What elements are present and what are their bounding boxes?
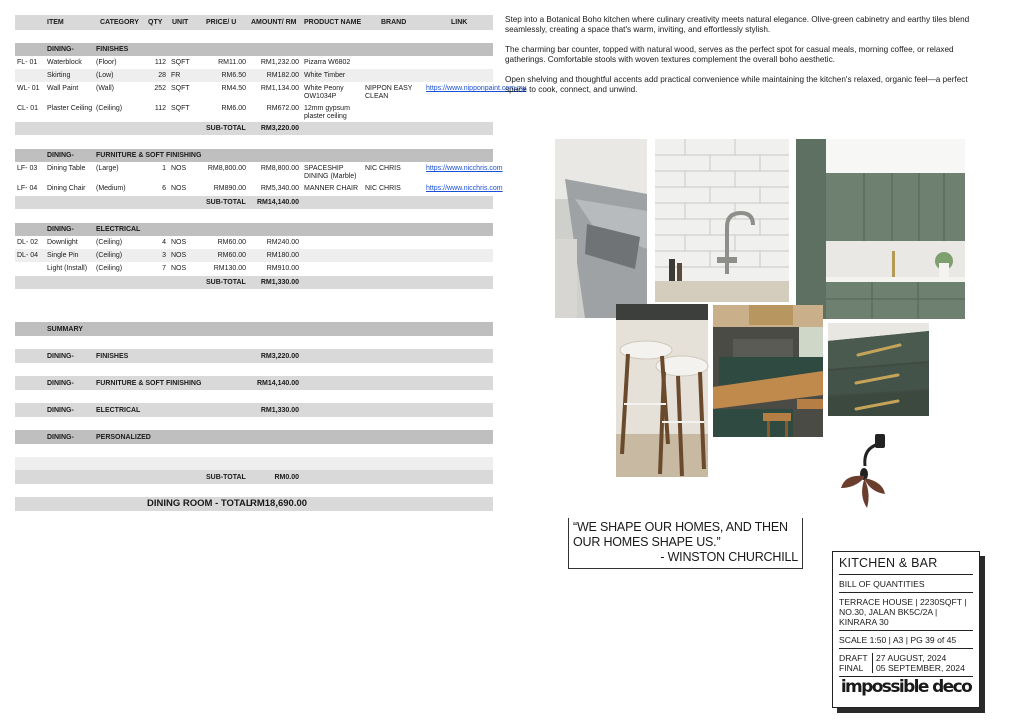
summary-line (15, 403, 493, 417)
row-code: DL- 02 (17, 239, 39, 246)
summary-value: RM1,330.00 (260, 407, 299, 414)
quote-line-2: OUR HOMES SHAPE US.” (573, 535, 721, 549)
grand-total-value: RM18,690.00 (250, 498, 308, 509)
summary-label: DINING- (47, 434, 74, 441)
row-category: (Ceiling) (96, 265, 123, 272)
row-product: White Peony (304, 85, 344, 92)
row-unit: SQFT (171, 105, 190, 112)
final-date: 05 SEPTEMBER, 2024 (876, 663, 965, 673)
table-row (15, 56, 493, 69)
summary-line (15, 349, 493, 363)
row-unit: NOS (171, 239, 187, 246)
row-brand: NIC CHRIS (365, 165, 401, 172)
subtotal-row (15, 276, 493, 289)
row-amount: RM1,134.00 (260, 85, 299, 92)
row-item: Downlight (47, 239, 78, 246)
row-item: Skirting (47, 72, 71, 79)
row-product: White Timber (304, 72, 346, 79)
wall-fan-photo (837, 430, 889, 510)
summary-title: SUMMARY (47, 326, 83, 333)
row-code: LF- 04 (17, 185, 38, 192)
row-item: Waterblock (47, 59, 82, 66)
row-amount: RM8,800.00 (260, 165, 299, 172)
row-category: (Low) (96, 72, 114, 79)
row-price: RM4.50 (221, 85, 246, 92)
title-block (832, 551, 980, 708)
header-brand: BRAND (381, 19, 407, 26)
section-label: DINING- (47, 46, 74, 53)
header-amount: AMOUNT/ RM (251, 19, 297, 26)
green-drawers-brass-handles-photo (828, 323, 929, 416)
row-amount: RM1,232.00 (260, 59, 299, 66)
row-product-line2: plaster ceiling (304, 113, 347, 120)
project-info (839, 593, 973, 631)
row-amount: RM180.00 (266, 252, 299, 259)
row-category: (Ceiling) (96, 105, 123, 112)
draft-date: 27 AUGUST, 2024 (876, 653, 947, 663)
header-link: LINK (451, 19, 468, 26)
summary-name: FURNITURE & SOFT FINISHING (96, 380, 202, 387)
row-price: RM890.00 (213, 185, 246, 192)
steel-sink-photo (555, 139, 647, 318)
section-label: DINING- (47, 152, 74, 159)
table-row (15, 69, 493, 82)
summary-label: DINING- (47, 353, 74, 360)
summary-label: DINING- (47, 380, 74, 387)
row-link[interactable]: https://www.nicchris.com (426, 165, 503, 172)
row-category: (Medium) (96, 185, 126, 192)
table-row (15, 236, 493, 249)
date-labels (839, 653, 873, 673)
header-item: ITEM (47, 19, 64, 26)
table-row (15, 262, 493, 276)
date-values (873, 653, 965, 673)
header-unit: UNIT (172, 19, 189, 26)
table-row (15, 102, 493, 122)
row-amount: RM910.00 (266, 265, 299, 272)
row-category: (Floor) (96, 59, 117, 66)
description-paragraph: The charming bar counter, topped with natural wood, serves as the perfect spot for casual meals, morning coffee, or relaxed gatherings. Comfortable stools with woven textures complement the overall boho aesthetic. (505, 45, 954, 64)
subtotal-value: RM0.00 (274, 474, 299, 481)
subtotal-label: SUB-TOTAL (206, 279, 246, 286)
row-category: (Ceiling) (96, 239, 123, 246)
row-code: WL- 01 (17, 85, 40, 92)
row-code: DL- 04 (17, 252, 39, 259)
row-qty: 7 (162, 265, 166, 272)
subtotal-row (15, 196, 493, 209)
row-price: RM11.00 (218, 59, 246, 66)
row-unit: SQFT (171, 59, 190, 66)
summary-header (15, 322, 493, 336)
row-unit: NOS (171, 165, 187, 172)
draft-label: DRAFT (839, 653, 868, 663)
final-label: FINAL (839, 663, 864, 673)
row-qty: 252 (154, 85, 166, 92)
description-paragraph: Step into a Botanical Boho kitchen where culinary creativity meets natural elegance. Olive-green cabinetry and earthy tiles blend seamlessly, creating a space that's warm, inviting, and effortlessly stylish. (505, 15, 970, 34)
row-amount: RM672.00 (266, 105, 299, 112)
row-item: Light (Install) (47, 265, 88, 272)
project-line: NO.30, JALAN BK5C/2A | (839, 607, 938, 617)
header-product: PRODUCT NAME (304, 19, 362, 26)
scale-page-info: SCALE 1:50 | A3 | PG 39 of 45 (839, 631, 973, 649)
company-logo: impossible deco (840, 677, 972, 697)
project-line: TERRACE HOUSE | 2230SQFT | (839, 597, 967, 607)
green-cabinet-kitchen-photo (796, 139, 965, 319)
header-category: CATEGORY (100, 19, 139, 26)
description-paragraph: Open shelving and thoughtful accents add practical convenience while maintaining the kitchen's relaxed, organic feel—a perfect space to cook, connect, and unwind. (505, 75, 968, 94)
row-price: RM60.00 (217, 239, 246, 246)
row-code: CL- 01 (17, 105, 39, 112)
section-electrical (15, 223, 493, 236)
row-qty: 112 (154, 59, 166, 66)
row-link[interactable]: https://www.nicchris.com (426, 185, 503, 192)
row-unit: NOS (171, 252, 187, 259)
row-price: RM6.50 (221, 72, 246, 79)
summary-subtotal-row (15, 470, 493, 484)
row-qty: 4 (162, 239, 166, 246)
row-item: Wall Paint (47, 85, 79, 92)
row-code: LF- 03 (17, 165, 38, 172)
dates-info (839, 649, 973, 677)
row-qty: 3 (162, 252, 166, 259)
row-item: Single Pin (47, 252, 79, 259)
kitchen-description (505, 15, 983, 105)
document-type: BILL OF QUANTITIES (839, 575, 973, 593)
row-item: Plaster Ceiling (47, 105, 93, 112)
grand-total-label: DINING ROOM - TOTAL (147, 498, 252, 509)
row-brand: NIC CHRIS (365, 185, 401, 192)
section-title: ELECTRICAL (96, 226, 141, 233)
section-title: FURNITURE & SOFT FINISHING (96, 152, 202, 159)
row-code: FL- 01 (17, 59, 38, 66)
subtotal-row (15, 122, 493, 135)
row-category: (Ceiling) (96, 252, 123, 259)
row-qty: 28 (158, 72, 166, 79)
churchill-quote (568, 518, 803, 569)
summary-value: RM14,140.00 (256, 380, 299, 387)
row-product: SPACESHIP (304, 165, 344, 172)
summary-name: PERSONALIZED (96, 434, 151, 441)
quote-line-1: “WE SHAPE OUR HOMES, AND THEN (573, 520, 788, 534)
summary-value: RM3,220.00 (260, 353, 299, 360)
row-amount: RM240.00 (266, 239, 299, 246)
subtotal-value: RM1,330.00 (260, 279, 299, 286)
title-block-heading: KITCHEN & BAR (839, 552, 973, 575)
row-link[interactable]: https://www.nipponpaint.com.my (426, 85, 527, 92)
row-price: RM60.00 (217, 252, 246, 259)
woven-bar-stools-photo (616, 304, 708, 477)
grand-total-row (15, 497, 493, 511)
header-price: PRICE/ U (206, 19, 237, 26)
row-qty: 1 (162, 165, 166, 172)
header-qty: QTY (148, 19, 163, 26)
section-label: DINING- (47, 226, 74, 233)
row-qty: 6 (162, 185, 166, 192)
row-category: (Large) (96, 165, 119, 172)
row-item: Dining Chair (47, 185, 86, 192)
row-unit: NOS (171, 185, 187, 192)
row-unit: NOS (171, 265, 187, 272)
summary-line (15, 430, 493, 444)
row-product: MANNER CHAIR (304, 185, 359, 192)
row-unit: SQFT (171, 85, 190, 92)
subtotal-label: SUB-TOTAL (206, 199, 246, 206)
row-category: (Wall) (96, 85, 115, 92)
row-price: RM8,800.00 (207, 165, 246, 172)
row-price: RM130.00 (213, 265, 246, 272)
row-brand-line2: CLEAN (365, 93, 389, 100)
row-unit: FR (171, 72, 181, 79)
subtotal-label: SUB-TOTAL (206, 125, 246, 132)
project-line: KINRARA 30 (839, 617, 889, 627)
table-header (15, 15, 493, 30)
row-amount: RM182.00 (266, 72, 299, 79)
summary-label: DINING- (47, 407, 74, 414)
summary-name: FINISHES (96, 353, 129, 360)
row-product: Pizarra W6802 (304, 59, 351, 66)
bill-of-quantities-table (15, 15, 527, 511)
summary-blank-row (15, 457, 493, 470)
table-row (15, 82, 527, 102)
table-row (15, 249, 493, 262)
quote-attribution: - WINSTON CHURCHILL (660, 550, 798, 564)
summary-name: ELECTRICAL (96, 407, 141, 414)
summary-line (15, 376, 493, 390)
row-price: RM6.00 (221, 105, 246, 112)
row-product-line2: DINING (Marble) (304, 173, 357, 180)
table-row (15, 162, 503, 182)
table-row (15, 182, 503, 196)
subtotal-value: RM14,140.00 (256, 199, 299, 206)
row-qty: 112 (154, 105, 166, 112)
section-furniture (15, 149, 493, 162)
row-amount: RM5,340.00 (260, 185, 299, 192)
row-brand: NIPPON EASY (365, 85, 413, 92)
subtotal-label: SUB-TOTAL (206, 474, 246, 481)
wood-bar-counter-photo (713, 305, 823, 437)
section-title: FINISHES (96, 46, 129, 53)
subtotal-value: RM3,220.00 (260, 125, 299, 132)
section-finishes (15, 43, 493, 56)
white-tile-tap-photo (655, 139, 789, 302)
row-product: 12mm gypsum (304, 105, 350, 112)
row-product-line2: OW1034P (304, 93, 337, 100)
row-item: Dining Table (47, 165, 86, 172)
